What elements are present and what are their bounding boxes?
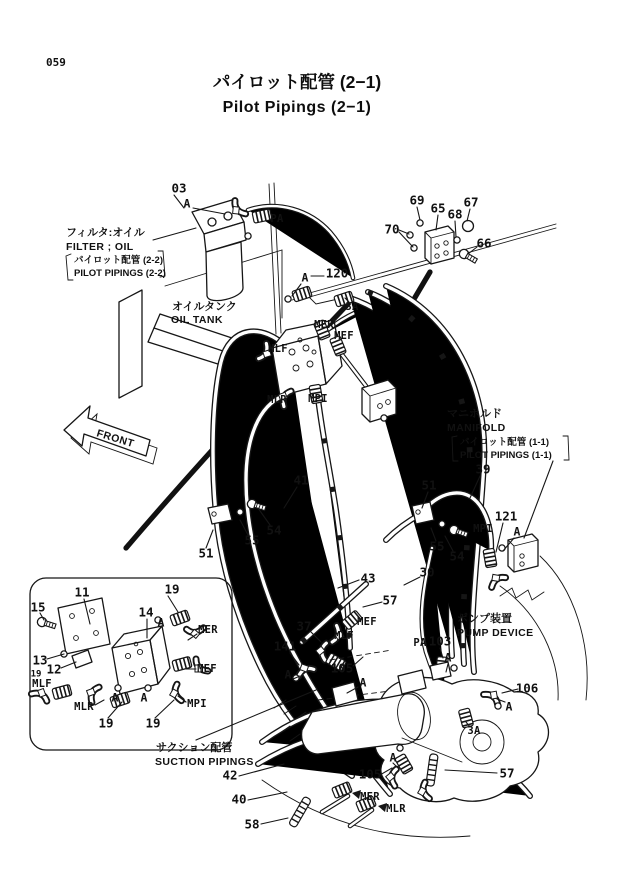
part-label-a: A	[140, 690, 148, 705]
part-label-mlr: MLR	[74, 701, 94, 713]
solenoid-block	[362, 380, 396, 422]
manifold-ref-jp: パイロット配管 (1-1)	[460, 437, 550, 448]
oil-tank-note	[171, 300, 237, 326]
part-label-pa: PA	[413, 637, 427, 649]
part-label-19: 19	[164, 581, 180, 597]
part-label-70: 70	[384, 221, 400, 237]
part-label-14: 14	[138, 604, 154, 620]
oil-tank-en: OIL TANK	[171, 314, 223, 326]
part-label-19: 19	[98, 715, 114, 731]
part-label-mlf: MLF	[334, 630, 354, 642]
part-label-120: 120	[325, 265, 349, 281]
part-label-37: 37	[296, 618, 312, 634]
pump-jp: ポンプ装置	[457, 613, 512, 625]
suction-jp: サクション配管	[156, 742, 233, 754]
part-label-42: 42	[222, 767, 238, 783]
fitting-120	[285, 286, 354, 307]
part-label-40: 40	[231, 791, 247, 807]
part-label-mer: MER	[360, 791, 380, 803]
part-label-43: 43	[360, 570, 376, 586]
part-label-mlr: MLR	[267, 394, 287, 406]
part-label-51: 51	[198, 545, 214, 561]
clamp-58	[289, 796, 312, 828]
part-label-mef: MEF	[334, 330, 354, 342]
part-label-39: 39	[475, 461, 491, 477]
part-label-3a: 3A	[345, 301, 359, 313]
part-label-mlf: MLF	[268, 343, 288, 355]
filter-ref-jp: パイロット配管 (2-2)	[74, 255, 164, 266]
manifold-ref-en: PILOT PIPINGS (1-1)	[460, 450, 552, 461]
oil-filter	[192, 200, 272, 301]
part-label-a: A	[284, 667, 292, 682]
part-label-66: 66	[476, 235, 492, 251]
front-arrow	[64, 406, 157, 464]
filter-note-jp: フィルタ:オイル	[66, 227, 145, 239]
part-label-mef: MEF	[357, 616, 377, 628]
part-label-mpi: MPI	[308, 393, 328, 405]
part-label-55: 55	[244, 532, 260, 548]
part-label-a: A	[359, 675, 367, 690]
part-label-mpi: MPI	[187, 698, 207, 710]
part-label-15: 15	[30, 599, 46, 615]
part-label-67: 67	[463, 194, 479, 210]
part-label-11: 11	[74, 584, 90, 600]
front-arrow-label: FRONT	[95, 427, 136, 451]
part-label-103: 103	[428, 633, 452, 649]
part-label-68: 68	[447, 206, 463, 222]
part-label-57: 57	[499, 765, 515, 781]
part-label-12: 12	[46, 661, 62, 677]
pump-en: PUMP DEVICE	[457, 627, 534, 639]
part-label-a: A	[157, 615, 165, 630]
part-label-a: A	[111, 690, 119, 705]
filter-note	[66, 226, 166, 280]
part-label-mer: MER	[198, 624, 218, 636]
part-label-3a: 3A	[467, 725, 481, 737]
part-label-106: 106	[515, 680, 539, 696]
shuttle-valve	[407, 220, 479, 265]
suction-note	[155, 740, 254, 768]
part-label-mef: MEF	[197, 663, 217, 675]
manifold-en: MANIFOLD	[447, 422, 506, 434]
part-label-mlr: MLR	[386, 803, 406, 815]
part-label-pa: PA	[270, 213, 284, 225]
part-label-a: A	[389, 750, 397, 765]
filter-note-en: FILTER ; OIL	[66, 241, 134, 253]
part-label-41: 41	[293, 472, 309, 488]
part-label-a: A	[183, 196, 191, 211]
page-number: 059	[46, 56, 66, 69]
filter-ref-en: PILOT PIPINGS (2-2)	[74, 268, 166, 279]
part-label-69: 69	[409, 192, 425, 208]
part-label-19: 19	[145, 715, 161, 731]
part-label-121: 121	[494, 508, 518, 524]
suction-en: SUCTION PIPINGS	[155, 756, 254, 768]
part-label-a: A	[505, 699, 513, 714]
part-label-105: 105	[330, 660, 354, 676]
title-english: Pilot Pipings (2−1)	[222, 99, 372, 116]
part-label-a: A	[444, 650, 452, 665]
part-label-a: A	[301, 270, 309, 285]
part-label-57: 57	[382, 592, 398, 608]
part-label-55: 55	[429, 538, 445, 554]
part-label-30: 30	[419, 564, 435, 580]
part-label-54: 54	[266, 522, 282, 538]
part-label-mlf: MLF	[32, 678, 52, 690]
part-label-51: 51	[421, 477, 437, 493]
part-label-03: 03	[171, 180, 187, 196]
part-label-a: A	[513, 524, 521, 539]
part-label-13: 13	[32, 652, 48, 668]
part-label-mpi: MPI	[473, 523, 493, 535]
part-label-mer: MER	[314, 319, 334, 331]
part-label-58: 58	[244, 816, 260, 832]
part-label-19: 19	[30, 669, 42, 680]
title-japanese: パイロット配管 (2−1)	[212, 72, 382, 92]
part-label-105: 105	[358, 766, 382, 782]
part-label-54: 54	[449, 548, 465, 564]
manifold-jp: マニホルド	[447, 408, 502, 420]
part-label-65: 65	[430, 200, 446, 216]
part-label-141: 141	[273, 638, 297, 654]
oil-tank-jp: オイルタンク	[172, 301, 237, 313]
